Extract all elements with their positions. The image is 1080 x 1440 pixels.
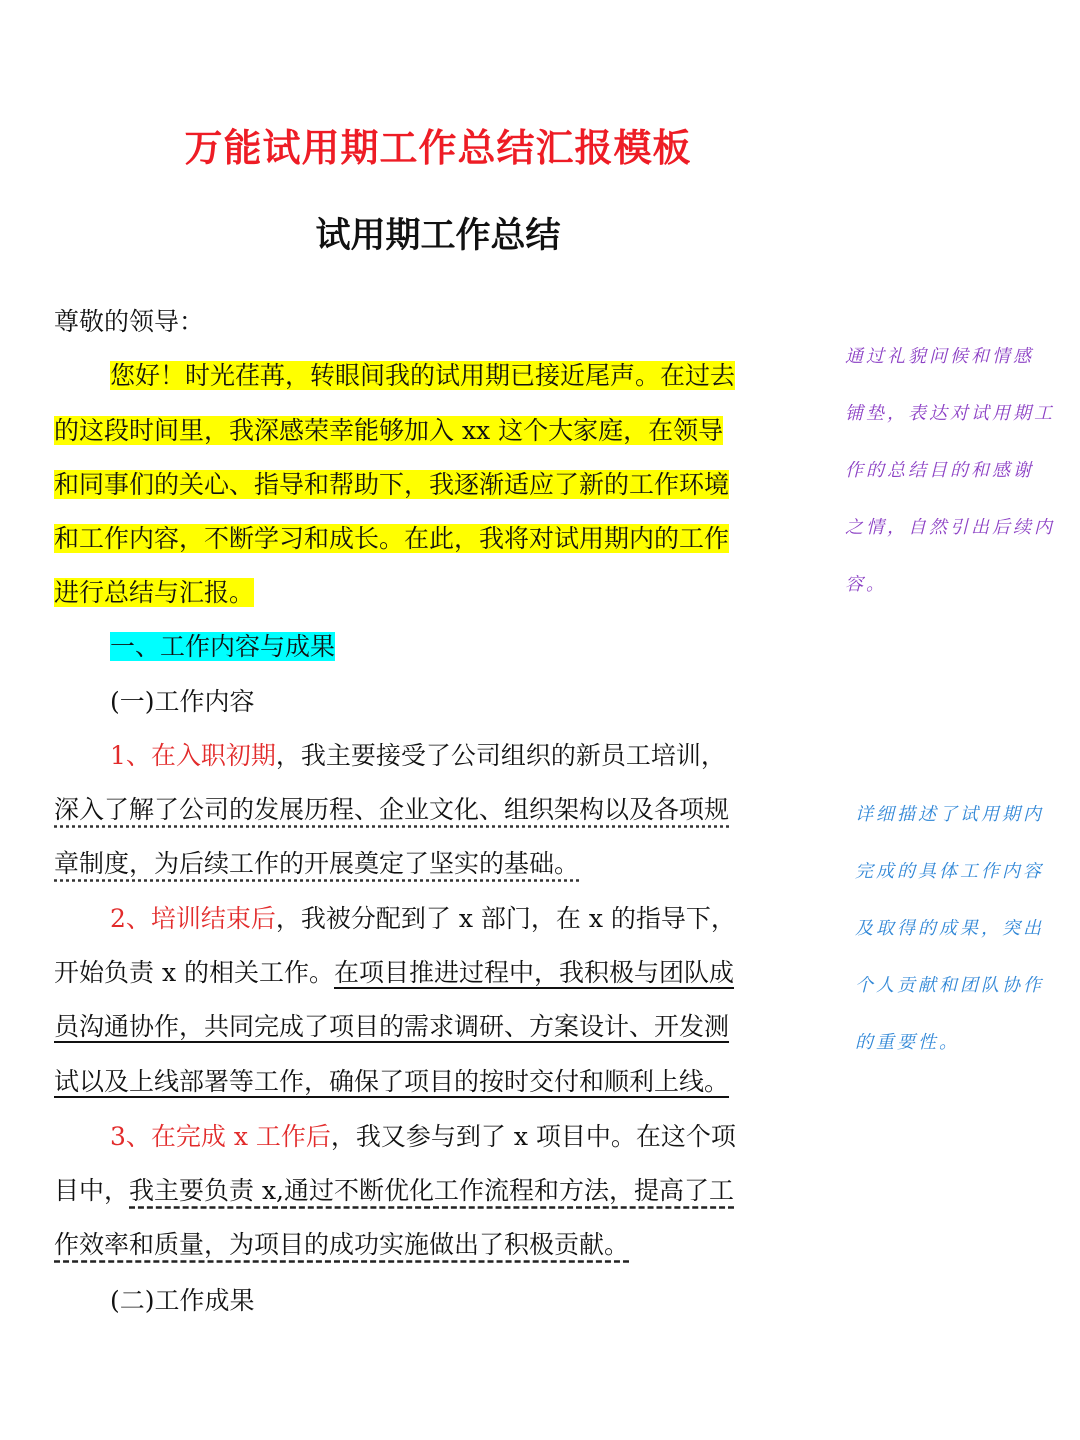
note-1-line: 作的总结目的和感谢	[845, 460, 1034, 481]
salutation: 尊敬的领导：	[54, 307, 205, 336]
note-2-line: 个人贡献和团队协作	[855, 975, 1044, 996]
note-1-line: 容。	[845, 574, 887, 595]
note-1-line: 铺垫，表达对试用期工	[845, 403, 1055, 424]
item-3-lead: 3、在完成 x 工作后	[110, 1122, 331, 1151]
item-1-line-1: 1、在入职初期，我主要接受了公司组织的新员工培训，	[110, 741, 726, 770]
annotation-note-2	[855, 786, 1044, 1071]
note-2-line: 详细描述了试用期内	[855, 804, 1044, 825]
intro-line-5: 进行总结与汇报。	[54, 578, 255, 607]
item-1-lead: 1、在入职初期	[110, 741, 276, 770]
intro-line-3: 和同事们的关心、指导和帮助下，我逐渐适应了新的工作环境	[54, 470, 730, 499]
annotation-note-1	[845, 328, 1055, 613]
note-2-line: 及取得的成果，突出	[855, 918, 1044, 939]
item-2-lead: 2、培训结束后	[110, 904, 276, 933]
intro-line-4: 和工作内容，不断学习和成长。在此，我将对试用期内的工作	[54, 524, 730, 553]
item-2-line-2: 开始负责 x 的相关工作。在项目推进过程中，我积极与团队成	[54, 958, 735, 987]
sub-heading-1: (一)工作内容	[110, 687, 255, 716]
item-3-line-1: 3、在完成 x 工作后，我又参与到了 x 项目中。在这个项	[110, 1122, 736, 1151]
item-1-line-3: 章制度，为后续工作的开展奠定了坚实的基础。	[54, 849, 580, 878]
item-3-line-2: 目中，我主要负责 x,通过不断优化工作流程和方法，提高了工	[54, 1176, 735, 1205]
note-1-line: 之情，自然引出后续内	[845, 517, 1055, 538]
note-2-line: 的重要性。	[855, 1032, 960, 1053]
item-2-line-4: 试以及上线部署等工作，确保了项目的按时交付和顺利上线。	[54, 1067, 730, 1096]
sub-title: 试用期工作总结	[315, 216, 561, 256]
item-3-line-3: 作效率和质量，为项目的成功实施做出了积极贡献。	[54, 1230, 630, 1259]
main-title: 万能试用期工作总结汇报模板	[184, 126, 692, 170]
intro-line-1: 您好！时光荏苒，转眼间我的试用期已接近尾声。在过去	[110, 361, 736, 390]
section-heading-1: 一、工作内容与成果	[110, 632, 336, 661]
sub-heading-2: (二)工作成果	[110, 1286, 255, 1315]
intro-line-2: 的这段时间里，我深感荣幸能够加入 xx 这个大家庭，在领导	[54, 416, 724, 445]
note-2-line: 完成的具体工作内容	[855, 861, 1044, 882]
item-1-line-2: 深入了解了公司的发展历程、企业文化、组织架构以及各项规	[54, 795, 730, 824]
note-1-line: 通过礼貌问候和情感	[845, 346, 1034, 367]
item-2-line-1: 2、培训结束后，我被分配到了 x 部门，在 x 的指导下，	[110, 904, 736, 933]
item-2-line-3: 员沟通协作，共同完成了项目的需求调研、方案设计、开发测	[54, 1012, 730, 1041]
